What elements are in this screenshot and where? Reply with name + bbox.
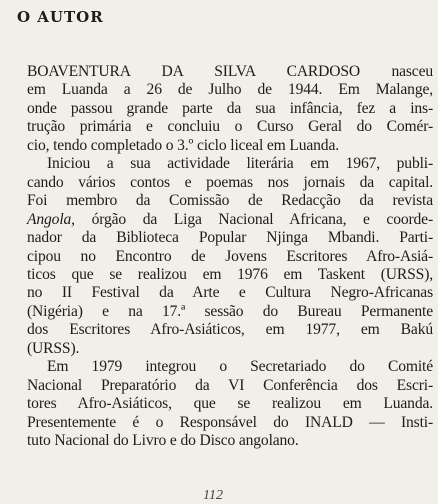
- section-heading: O AUTOR: [17, 8, 104, 26]
- bio-line: onde passou grande parte da sua infância, fez a ins-: [27, 99, 433, 117]
- bio-line: Presentemente é o Responsável do INALD — Insti-: [27, 413, 433, 431]
- journal-title: Angola,: [27, 210, 75, 228]
- bio-line-rest: órgão da Liga Nacional Africana, e coorde-: [91, 210, 433, 228]
- bio-line: cio, tendo completado o 3.º ciclo liceal em Luanda.: [27, 136, 339, 154]
- bio-line: nador da Biblioteca Popular Njinga Mbandi. Parti-: [27, 229, 433, 247]
- bio-line: tuto Nacional do Livro e do Disco angolano.: [27, 432, 299, 450]
- bio-line: no II Festival da Arte e Cultura Negro-Africanas: [27, 284, 433, 302]
- bio-line: (URSS).: [27, 339, 80, 357]
- bio-line: cando vários contos e poemas nos jornais da capital.: [27, 173, 433, 191]
- bio-line: Em 1979 integrou o Secretariado do Comité: [47, 358, 433, 376]
- bio-line: tores Afro-Asiáticos, que se realizou em Luanda.: [27, 395, 433, 413]
- page-number: 112: [203, 488, 223, 503]
- bio-line: Iniciou a sua actividade literária em 1967, publi-: [47, 155, 433, 173]
- bio-line: em Luanda a 26 de Julho de 1944. Em Malange,: [27, 81, 433, 99]
- bio-line: (Nigéria) e na 17.ª sessão do Bureau Permanente: [27, 302, 433, 320]
- author-biography: [27, 63, 433, 451]
- bio-line: Foi membro da Comissão de Redacção da revista: [27, 192, 433, 210]
- bio-line: ticos que se realizou em 1976 em Taskent (URSS),: [27, 265, 433, 283]
- bio-line: cipou no Encontro de Jovens Escritores Afro-Asiá-: [27, 247, 433, 265]
- bio-line: trução primária e concluiu o Curso Geral do Comér-: [27, 118, 433, 136]
- bio-line: BOAVENTURA DA SILVA CARDOSO nasceu: [27, 63, 433, 80]
- bio-line-italic-title: [27, 211, 433, 229]
- bio-line: dos Escritores Afro-Asiáticos, em 1977, em Bakú: [27, 321, 433, 339]
- bio-line: Nacional Preparatório da VI Conferência dos Escri-: [27, 376, 433, 394]
